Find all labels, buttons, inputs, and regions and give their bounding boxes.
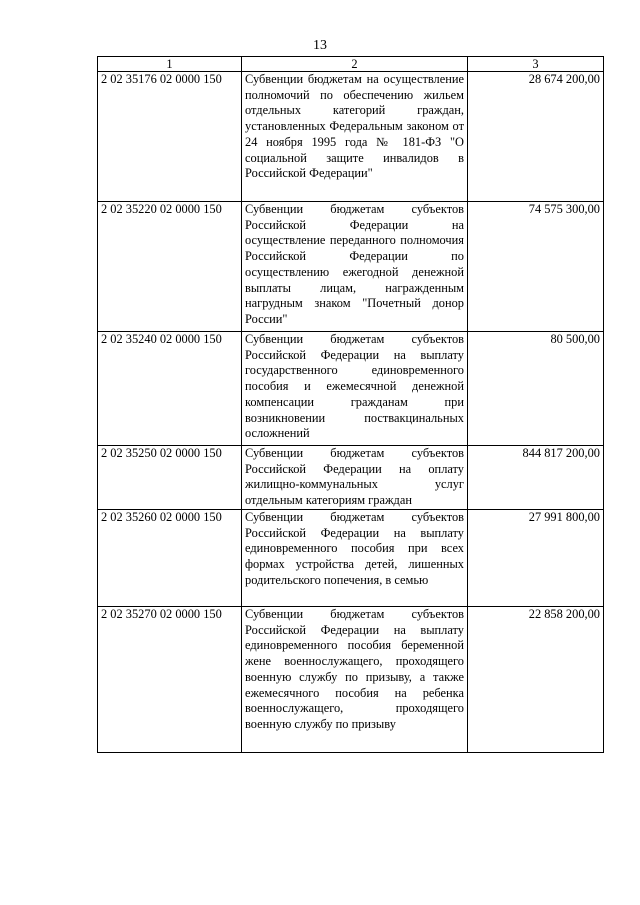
table-row: [98, 72, 604, 202]
amount-cell: 28 674 200,00: [468, 72, 604, 202]
table-header-row: [98, 57, 604, 72]
table-row: [98, 510, 604, 607]
revenue-name-cell: Субвенции бюджетам субъектов Российской Федерации на оплату жилищно-коммунальных услуг отдельным категориям граждан: [242, 446, 468, 510]
budget-code-cell: 2 02 35240 02 0000 150: [98, 332, 242, 446]
revenue-name-cell: Субвенции бюджетам субъектов Российской Федерации на выплату единовременного пособия при всех формах устройства детей, лишенных родительского попечения, в семью: [242, 510, 468, 607]
budget-code-cell: 2 02 35260 02 0000 150: [98, 510, 242, 607]
amount-cell: 844 817 200,00: [468, 446, 604, 510]
table-row: [98, 332, 604, 446]
page-number: 13: [313, 38, 327, 53]
budget-code-cell: 2 02 35220 02 0000 150: [98, 202, 242, 332]
column-header-3: 3: [468, 57, 604, 72]
table-row: [98, 202, 604, 332]
amount-cell: 74 575 300,00: [468, 202, 604, 332]
amount-cell: 27 991 800,00: [468, 510, 604, 607]
revenue-name-cell: Субвенции бюджетам субъектов Российской Федерации на выплату единовременного пособия беременной жене военнослужащего, проходящего военную службу по призыву, а также ежемесячного пособия на ребенка военнослужащего, проходящего военную службу по призыву: [242, 607, 468, 753]
amount-cell: 80 500,00: [468, 332, 604, 446]
column-header-1: 1: [98, 57, 242, 72]
budget-code-cell: 2 02 35250 02 0000 150: [98, 446, 242, 510]
revenue-name-cell: Субвенции бюджетам на осуществление полномочий по обеспечению жильем отдельных категорий граждан, установленных Федеральным законом от 24 ноября 1995 года № 181-ФЗ "О социальной защите инвалидов в Российской Федерации": [242, 72, 468, 202]
table-row: [98, 446, 604, 510]
budget-code-cell: 2 02 35176 02 0000 150: [98, 72, 242, 202]
column-header-2: 2: [242, 57, 468, 72]
budget-code-cell: 2 02 35270 02 0000 150: [98, 607, 242, 753]
revenue-name-cell: Субвенции бюджетам субъектов Российской Федерации на выплату государственного единовременного пособия и ежемесячной денежной компенсации гражданам при возникновении поствакцинальных осложнений: [242, 332, 468, 446]
table-row: [98, 607, 604, 753]
budget-table: [97, 56, 604, 753]
amount-cell: 22 858 200,00: [468, 607, 604, 753]
revenue-name-cell: Субвенции бюджетам субъектов Российской Федерации на осуществление переданного полномочия Российской Федерации по осуществлению ежегодной денежной выплаты лицам, награжденным нагрудным знаком "Почетный донор России": [242, 202, 468, 332]
